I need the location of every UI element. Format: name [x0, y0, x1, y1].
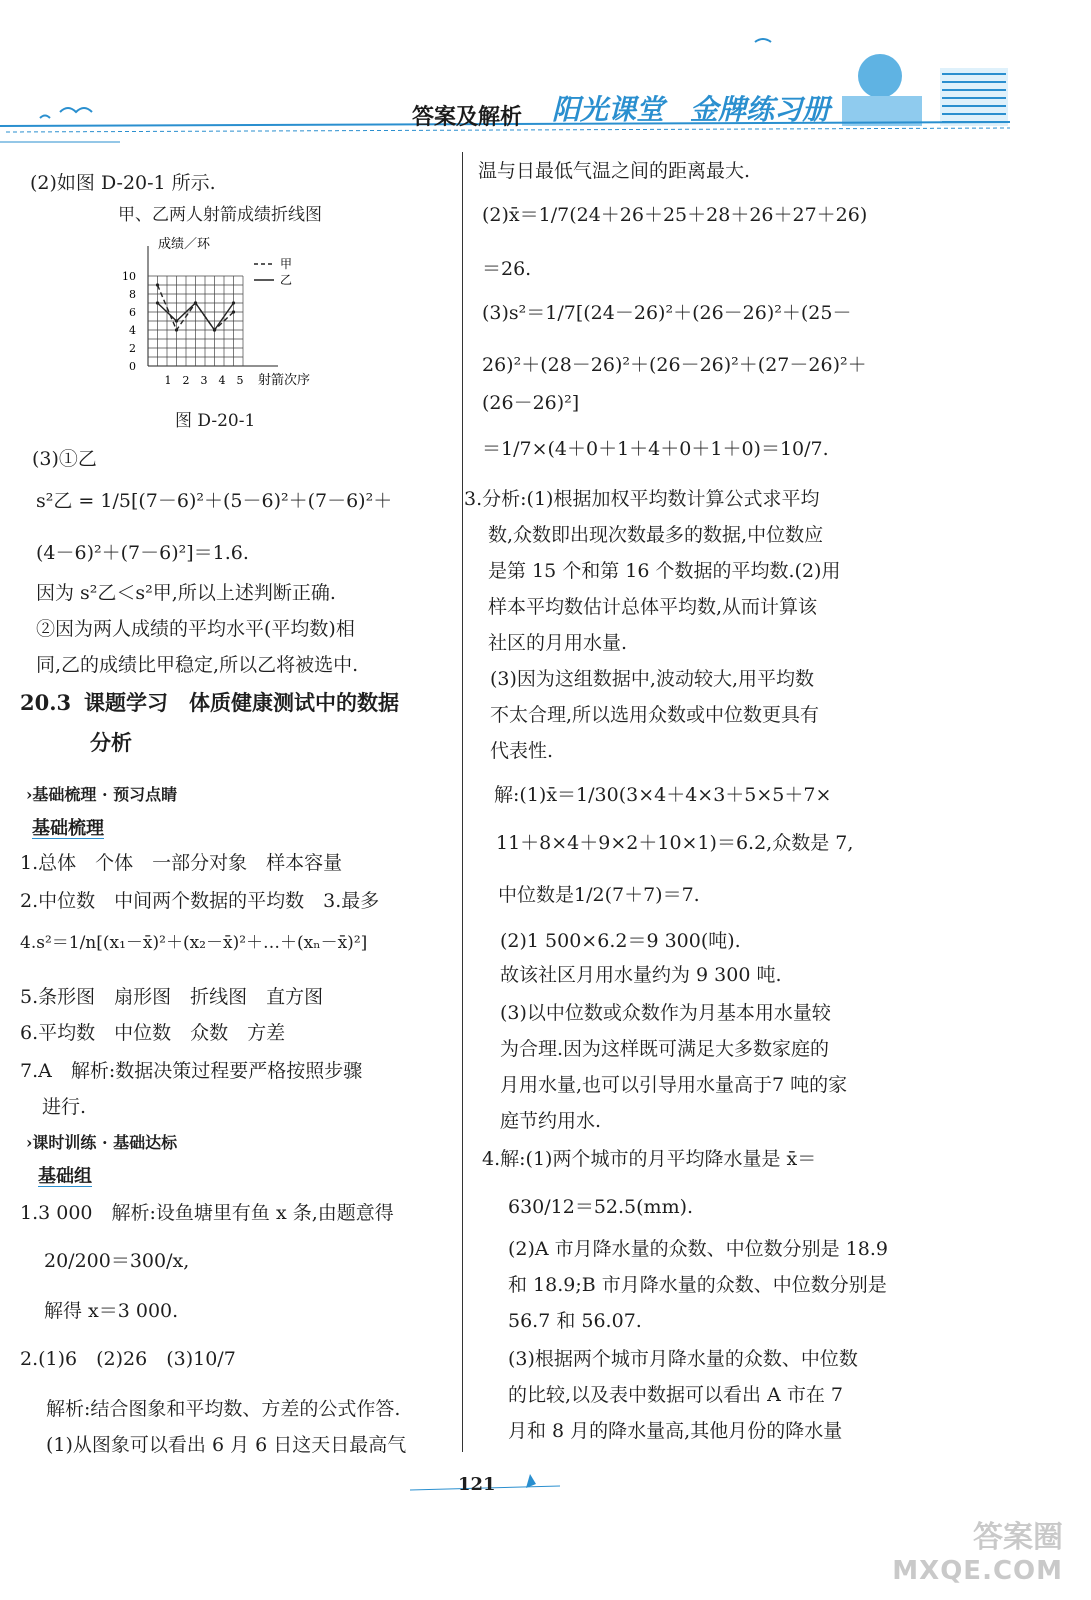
text-line: 为合理.因为这样既可满足大多数家庭的 — [500, 1038, 830, 1060]
text-line: 3.分析:(1)根据加权平均数计算公式求平均 — [464, 488, 820, 510]
page-number: 121 — [458, 1474, 496, 1495]
text-line: 同,乙的成绩比甲稳定,所以乙将被选中. — [36, 654, 359, 676]
data-point — [194, 301, 197, 304]
text-line: 是第 15 个和第 16 个数据的平均数.(2)用 — [488, 560, 841, 582]
line-chart — [118, 208, 338, 408]
text-line: s²乙 = 1/5[(7－6)²＋(5－6)²＋(7－6)²＋ — [36, 490, 393, 512]
legend-label: 甲 — [280, 257, 293, 271]
text-line: ＝26. — [482, 258, 532, 280]
x-tick-label: 1 — [164, 374, 172, 387]
text-line: 26)²＋(28－26)²＋(26－26)²＋(27－26)²＋ — [482, 354, 867, 376]
text-line: (3)以中位数或众数作为月基本用水量较 — [500, 1002, 831, 1024]
text-line: 6.平均数 中位数 众数 方差 — [20, 1022, 286, 1044]
text-line: 中位数是1/2(7＋7)＝7. — [498, 884, 700, 906]
text-line: (26－26)²] — [482, 392, 580, 414]
tag-heading: 基础梳理 — [32, 818, 104, 839]
text-line: 庭节约用水. — [500, 1110, 602, 1132]
watermark — [892, 1512, 1063, 1586]
y-tick-label: 10 — [122, 270, 136, 283]
text-line: 不太合理,所以选用众数或中位数更具有 — [490, 704, 820, 726]
text-line: (3)因为这组数据中,波动较大,用平均数 — [490, 668, 814, 690]
y-tick-label: 0 — [129, 360, 136, 373]
text-line: 和 18.9;B 市月降水量的众数、中位数分别是 — [508, 1274, 887, 1296]
section-title-cont: 分析 — [90, 730, 132, 755]
text-line: 630/12＝52.5(mm). — [508, 1196, 694, 1218]
data-point — [213, 328, 216, 331]
text-line: (2)x̄＝1/7(24＋26＋25＋28＋26＋27＋26) — [482, 204, 868, 226]
legend-label: 乙 — [280, 273, 293, 287]
data-point — [175, 328, 178, 331]
data-point — [175, 319, 178, 322]
text-line: 解:(1)x̄＝1/30(3×4＋4×3＋5×5＋7× — [494, 784, 832, 806]
text-line: 样本平均数估计总体平均数,从而计算该 — [488, 596, 818, 618]
text-line: (3)根据两个城市月降水量的众数、中位数 — [508, 1348, 858, 1370]
watermark-line-1: 答案圈 — [973, 1520, 1063, 1555]
chart-caption: 图 D-20-1 — [175, 411, 256, 431]
text-line: 月用水量,也可以引导用水量高于7 吨的家 — [500, 1074, 848, 1096]
text-line: 5.条形图 扇形图 折线图 直方图 — [20, 986, 324, 1008]
text-line: ＝1/7×(4＋0＋1＋4＋0＋1＋0)＝10/7. — [482, 438, 829, 460]
header-brand-1: 阳光课堂 — [552, 93, 665, 126]
chart-ylabel: 成绩／环 — [158, 237, 211, 252]
text-line: 社区的月用水量. — [488, 632, 628, 654]
text-line: 代表性. — [490, 740, 554, 762]
text-line: 因为 s²乙＜s²甲,所以上述判断正确. — [36, 582, 336, 604]
text-line: 进行. — [42, 1096, 87, 1118]
page-header — [0, 0, 1091, 150]
y-tick-label: 6 — [129, 306, 136, 319]
y-tick-label: 4 — [129, 324, 136, 337]
chart-xlabel: 射箭次序 — [258, 373, 311, 388]
y-tick-label: 8 — [129, 288, 136, 301]
text-line: ②因为两人成绩的平均水平(平均数)相 — [36, 618, 355, 640]
data-point — [232, 310, 235, 313]
chart-legend — [254, 257, 292, 287]
header-brand-2: 金牌练习册 — [690, 93, 831, 126]
text-line: 4.解:(1)两个城市的月平均降水量是 x̄＝ — [482, 1148, 817, 1170]
text-line: 1.总体 个体 一部分对象 样本容量 — [20, 852, 343, 874]
text-line: (1)从图象可以看出 6 月 6 日这天日最高气 — [46, 1434, 407, 1456]
text-line: 1.3 000 解析:设鱼塘里有鱼 x 条,由题意得 — [20, 1202, 394, 1224]
text-line: 故该社区月用水量约为 9 300 吨. — [500, 964, 782, 986]
text-line: (2)1 500×6.2＝9 300(吨). — [500, 930, 741, 952]
text-line: 解析:结合图象和平均数、方差的公式作答. — [46, 1398, 401, 1420]
chart-title: 甲、乙两人射箭成绩折线图 — [118, 205, 322, 225]
text-line: 温与日最低气温之间的距离最大. — [478, 160, 751, 182]
subsection-heading: ›课时训练 · 基础达标 — [26, 1133, 178, 1152]
text-line: (2)如图 D-20-1 所示. — [30, 172, 216, 194]
section-title: 课题学习 体质健康测试中的数据 — [84, 690, 399, 715]
text-line: 解得 x＝3 000. — [44, 1300, 179, 1322]
x-tick-label: 4 — [218, 374, 226, 387]
data-point — [156, 301, 159, 304]
watermark-line-2: MXQE.COM — [892, 1556, 1063, 1586]
text-line: 月和 8 月的降水量高,其他月份的降水量 — [508, 1420, 843, 1442]
x-tick-label: 5 — [236, 374, 244, 387]
x-tick-label: 2 — [182, 374, 190, 387]
text-line: 11＋8×4＋9×2＋10×1)＝6.2,众数是 7, — [496, 832, 854, 854]
column-divider — [462, 152, 463, 1452]
text-line: (4－6)²＋(7－6)²]＝1.6. — [36, 542, 249, 564]
header-label: 答案及解析 — [412, 104, 523, 130]
text-line: 数,众数即出现次数最多的数据,中位数应 — [488, 524, 824, 546]
text-line: 4.s²＝1/n[(x₁－x̄)²＋(x₂－x̄)²＋…＋(xₙ－x̄)²] — [20, 933, 368, 953]
text-line: 20/200＝300/x, — [44, 1250, 190, 1272]
text-line: (3)s²＝1/7[(24－26)²＋(26－26)²＋(25－ — [482, 302, 852, 324]
data-point — [156, 283, 159, 286]
y-tick-label: 2 — [129, 342, 136, 355]
section-number: 20.3 — [20, 690, 72, 715]
text-line: 2.中位数 中间两个数据的平均数 3.最多 — [20, 890, 380, 912]
header-decoration — [0, 0, 1091, 150]
text-line: 56.7 和 56.07. — [508, 1310, 642, 1332]
text-line: (3)①乙 — [32, 448, 97, 470]
text-line: 7.A 解析:数据决策过程要严格按照步骤 — [20, 1060, 363, 1082]
data-point — [232, 301, 235, 304]
tag-heading: 基础组 — [38, 1166, 92, 1187]
chart-svg — [118, 208, 338, 408]
text-line: 的比较,以及表中数据可以看出 A 市在 7 — [508, 1384, 843, 1406]
text-line: (2)A 市月降水量的众数、中位数分别是 18.9 — [508, 1238, 889, 1260]
text-line: 2.(1)6 (2)26 (3)10/7 — [20, 1348, 236, 1370]
subsection-heading: ›基础梳理 · 预习点睛 — [26, 785, 178, 804]
x-tick-label: 3 — [200, 374, 208, 387]
chart-grid — [148, 246, 278, 366]
chart-ticks — [122, 270, 244, 387]
